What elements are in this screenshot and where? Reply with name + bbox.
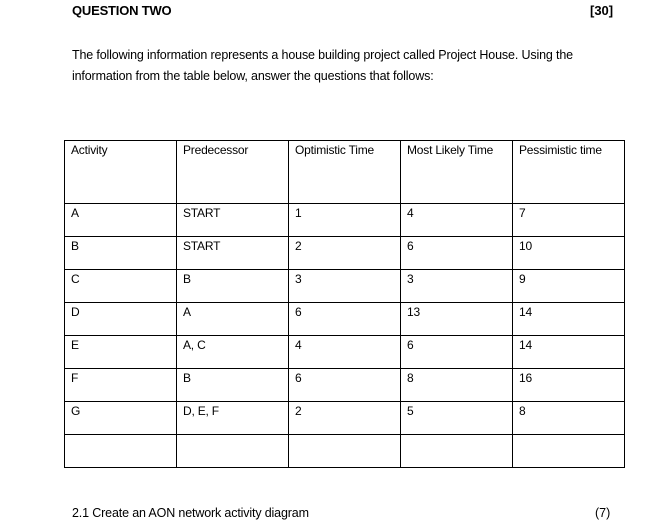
question-2-1-marks: (7) xyxy=(595,506,611,520)
table-row xyxy=(65,303,625,336)
table-row xyxy=(65,270,625,303)
cell-predecessor: START xyxy=(177,204,289,237)
cell-most-likely xyxy=(401,435,513,468)
cell-optimistic: 2 xyxy=(289,402,401,435)
cell-optimistic: 6 xyxy=(289,303,401,336)
table-header-row xyxy=(65,141,625,204)
cell-optimistic: 4 xyxy=(289,336,401,369)
cell-predecessor xyxy=(177,435,289,468)
table-row xyxy=(65,402,625,435)
cell-activity: E xyxy=(65,336,177,369)
cell-predecessor: A, C xyxy=(177,336,289,369)
cell-predecessor: D, E, F xyxy=(177,402,289,435)
cell-optimistic: 6 xyxy=(289,369,401,402)
table-row xyxy=(65,237,625,270)
cell-pessimistic: 14 xyxy=(513,336,625,369)
cell-most-likely: 13 xyxy=(401,303,513,336)
cell-most-likely: 6 xyxy=(401,237,513,270)
cell-predecessor: B xyxy=(177,270,289,303)
cell-activity: G xyxy=(65,402,177,435)
cell-pessimistic: 8 xyxy=(513,402,625,435)
cell-pessimistic: 16 xyxy=(513,369,625,402)
header-activity: Activity xyxy=(65,141,177,204)
cell-predecessor: B xyxy=(177,369,289,402)
intro-line-2: information from the table below, answer the questions that follows: xyxy=(72,69,434,83)
cell-most-likely: 5 xyxy=(401,402,513,435)
header-optimistic-time: Optimistic Time xyxy=(289,141,401,204)
cell-optimistic: 2 xyxy=(289,237,401,270)
intro-line-1: The following information represents a house building project called Project House. Using the xyxy=(72,48,573,62)
total-marks: [30] xyxy=(590,3,614,18)
intro-paragraph xyxy=(72,45,632,87)
question-2-1-text: 2.1 Create an AON network activity diagram xyxy=(72,506,309,520)
cell-pessimistic xyxy=(513,435,625,468)
cell-pessimistic: 7 xyxy=(513,204,625,237)
table-row-empty xyxy=(65,435,625,468)
question-heading: QUESTION TWO xyxy=(72,3,172,18)
header-most-likely-time: Most Likely Time xyxy=(401,141,513,204)
cell-activity: B xyxy=(65,237,177,270)
cell-pessimistic: 10 xyxy=(513,237,625,270)
table-row xyxy=(65,336,625,369)
cell-activity xyxy=(65,435,177,468)
table-row xyxy=(65,204,625,237)
cell-pessimistic: 14 xyxy=(513,303,625,336)
cell-optimistic: 3 xyxy=(289,270,401,303)
cell-most-likely: 8 xyxy=(401,369,513,402)
cell-optimistic xyxy=(289,435,401,468)
cell-pessimistic: 9 xyxy=(513,270,625,303)
cell-most-likely: 3 xyxy=(401,270,513,303)
cell-predecessor: A xyxy=(177,303,289,336)
cell-activity: C xyxy=(65,270,177,303)
table-row xyxy=(65,369,625,402)
cell-activity: A xyxy=(65,204,177,237)
activity-table xyxy=(64,140,625,468)
cell-activity: D xyxy=(65,303,177,336)
cell-activity: F xyxy=(65,369,177,402)
cell-most-likely: 6 xyxy=(401,336,513,369)
cell-most-likely: 4 xyxy=(401,204,513,237)
header-pessimistic-time: Pessimistic time xyxy=(513,141,625,204)
cell-predecessor: START xyxy=(177,237,289,270)
cell-optimistic: 1 xyxy=(289,204,401,237)
header-predecessor: Predecessor xyxy=(177,141,289,204)
